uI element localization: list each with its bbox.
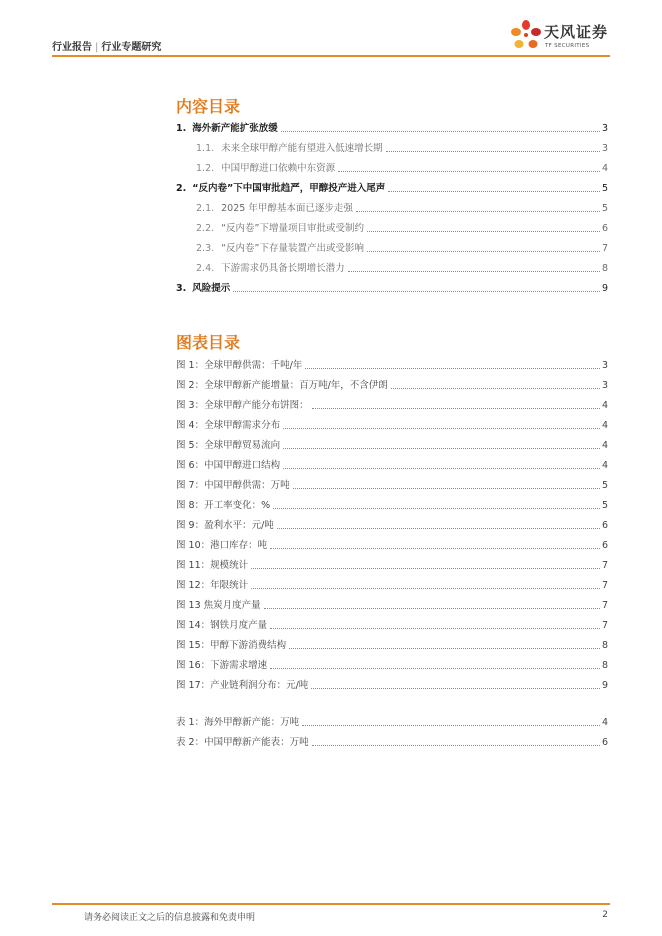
- figure-entry-label: 图 13 焦炭月度产量: [176, 600, 261, 611]
- toc-entry-number: 2.3.: [196, 243, 215, 254]
- leader-dots: [338, 171, 600, 172]
- table-entry[interactable]: [176, 735, 608, 749]
- toc-entry-page: 5: [601, 183, 608, 194]
- toc-entry-number: 2.2.: [196, 223, 215, 234]
- leader-dots: [273, 508, 600, 509]
- leader-dots: [348, 271, 600, 272]
- toc-entry-title: 下游需求仍具备长期增长潜力: [221, 263, 345, 274]
- figure-entry-page: 7: [601, 620, 608, 631]
- figure-entry-label: 图 2：全球甲醇新产能增量：百万吨/年，不含伊朗: [176, 380, 388, 391]
- figure-entry[interactable]: [176, 618, 608, 632]
- leader-dots: [386, 151, 600, 152]
- figure-entry[interactable]: [176, 558, 608, 572]
- toc-subentry[interactable]: [176, 241, 608, 255]
- leader-dots: [283, 448, 600, 449]
- leader-dots: [289, 648, 600, 649]
- toc-title: 内容目录: [176, 97, 241, 116]
- figure-entry[interactable]: [176, 518, 608, 532]
- figure-entry-label: 图 6：中国甲醇进口结构: [176, 460, 281, 471]
- toc-entry-title: “反内卷”下增量项目审批或受制约: [221, 223, 364, 234]
- breadcrumb-report-type: 行业报告: [52, 42, 92, 53]
- figure-entry[interactable]: [176, 658, 608, 672]
- toc-subentry[interactable]: [176, 221, 608, 235]
- leader-dots: [293, 488, 600, 489]
- figure-entry[interactable]: [176, 398, 608, 412]
- leader-dots: [251, 568, 600, 569]
- toc-entry-page: 6: [601, 223, 608, 234]
- table-entry[interactable]: [176, 715, 608, 729]
- toc-entry[interactable]: [176, 181, 608, 195]
- toc-entry-number: 2.4.: [196, 263, 215, 274]
- figure-entry-label: 图 16：下游需求增速: [176, 660, 268, 671]
- logo-english-text: TF SECURITIES: [545, 43, 590, 49]
- figure-entry-label: 图 5：全球甲醇贸易流向: [176, 440, 281, 451]
- figure-entry[interactable]: [176, 538, 608, 552]
- leader-dots: [367, 231, 600, 232]
- figure-entry-label: 图 9：盈利水平：元/吨: [176, 520, 274, 531]
- breadcrumb: [52, 38, 161, 53]
- toc-entry-page: 8: [601, 263, 608, 274]
- leader-dots: [270, 628, 600, 629]
- toc-entry[interactable]: [176, 121, 608, 135]
- figure-entry-page: 8: [601, 660, 608, 671]
- breadcrumb-separator: |: [95, 42, 99, 53]
- toc-subentry[interactable]: [176, 141, 608, 155]
- figure-entry-label: 图 15：甲醇下游消费结构: [176, 640, 287, 651]
- toc-subentry[interactable]: [176, 161, 608, 175]
- page-header: [52, 0, 610, 56]
- toc-entry-number: 2.1.: [196, 203, 215, 214]
- table-entry-label: 表 2：中国甲醇新产能表：万吨: [176, 737, 309, 748]
- figure-entry-label: 图 3：全球甲醇产能分布饼图：: [176, 400, 309, 411]
- figure-entry-page: 8: [601, 640, 608, 651]
- toc-subentry[interactable]: [176, 201, 608, 215]
- figure-entry-page: 5: [601, 480, 608, 491]
- leader-dots: [388, 191, 600, 192]
- leader-dots: [312, 745, 600, 746]
- figure-entry-page: 3: [601, 380, 608, 391]
- figure-entry[interactable]: [176, 638, 608, 652]
- figure-entry[interactable]: [176, 418, 608, 432]
- company-logo: [510, 19, 610, 53]
- table-entry-page: 6: [601, 737, 608, 748]
- toc-entry-number: 3.: [176, 283, 187, 294]
- figure-entry-label: 图 10：港口库存：吨: [176, 540, 268, 551]
- figure-entry-page: 6: [601, 540, 608, 551]
- leader-dots: [311, 688, 600, 689]
- page-number: 2: [602, 910, 608, 920]
- toc-entry-page: 9: [601, 283, 608, 294]
- figure-entry-label: 图 7：中国甲醇供需：万吨: [176, 480, 290, 491]
- figure-entry-page: 4: [601, 420, 608, 431]
- figure-entry-page: 4: [601, 400, 608, 411]
- figure-entry-label: 图 1：全球甲醇供需：千吨/年: [176, 360, 303, 371]
- figure-entry-label: 图 8：开工率变化：%: [176, 500, 271, 511]
- toc-entry-number: 1.: [176, 123, 187, 134]
- figure-entry[interactable]: [176, 378, 608, 392]
- toc-entry-page: 3: [601, 143, 608, 154]
- toc-entry[interactable]: [176, 281, 608, 295]
- figure-entry-page: 9: [601, 680, 608, 691]
- figure-entry-page: 4: [601, 460, 608, 471]
- leader-dots: [312, 408, 600, 409]
- leader-dots: [302, 725, 600, 726]
- leader-dots: [277, 528, 600, 529]
- toc-entry-title: “反内卷”下中国审批趋严，甲醇投产进入尾声: [192, 183, 386, 194]
- figure-entry-label: 图 14：钢铁月度产量: [176, 620, 268, 631]
- toc-entry-title: 风险提示: [192, 283, 231, 294]
- figure-entry-label: 图 12：年限统计: [176, 580, 249, 591]
- toc-entry-title: 海外新产能扩张放缓: [192, 123, 278, 134]
- figure-entry-page: 3: [601, 360, 608, 371]
- toc-entry-title: 中国甲醇进口依赖中东资源: [221, 163, 336, 174]
- figure-entry[interactable]: [176, 678, 608, 692]
- figure-entry[interactable]: [176, 498, 608, 512]
- flower-logo-icon: [510, 19, 542, 53]
- leader-dots: [264, 608, 600, 609]
- leader-dots: [283, 428, 600, 429]
- leader-dots: [305, 368, 600, 369]
- logo-chinese-text: 天风证券: [544, 23, 609, 41]
- figure-entry-label: 图 17：产业链利润分布：元/吨: [176, 680, 309, 691]
- figure-entry[interactable]: [176, 578, 608, 592]
- toc-entry-page: 5: [601, 203, 608, 214]
- figure-entry[interactable]: [176, 438, 608, 452]
- toc-entry-title: “反内卷”下存量装置产出或受影响: [221, 243, 364, 254]
- figure-entry-page: 4: [601, 440, 608, 451]
- figure-entry-label: 图 11：规模统计: [176, 560, 249, 571]
- leader-dots: [391, 388, 600, 389]
- table-entry-label: 表 1：海外甲醇新产能：万吨: [176, 717, 300, 728]
- toc-entry-number: 2.: [176, 183, 187, 194]
- figure-entry-page: 6: [601, 520, 608, 531]
- leader-dots: [356, 211, 600, 212]
- toc-entry-number: 1.2.: [196, 163, 215, 174]
- leader-dots: [270, 548, 600, 549]
- figure-entry-page: 7: [601, 560, 608, 571]
- table-entry-page: 4: [601, 717, 608, 728]
- toc-subentry[interactable]: [176, 261, 608, 275]
- leader-dots: [270, 668, 600, 669]
- footer-disclaimer: 请务必阅读正文之后的信息披露和免责申明: [84, 913, 256, 923]
- figure-entry-label: 图 4：全球甲醇需求分布: [176, 420, 281, 431]
- leader-dots: [367, 251, 600, 252]
- figure-entry[interactable]: [176, 358, 608, 372]
- leader-dots: [251, 588, 600, 589]
- figure-entry-page: 7: [601, 580, 608, 591]
- figure-entry[interactable]: [176, 598, 608, 612]
- breadcrumb-report-category: 行业专题研究: [101, 42, 162, 53]
- leader-dots: [283, 468, 600, 469]
- toc-entry-page: 7: [601, 243, 608, 254]
- toc-entry-page: 4: [601, 163, 608, 174]
- leader-dots: [281, 131, 600, 132]
- footer-divider: [52, 903, 610, 905]
- toc-entry-title: 2025 年甲醇基本面已逐步走强: [221, 203, 353, 214]
- toc-entry-page: 3: [601, 123, 608, 134]
- toc-entry-title: 未来全球甲醇产能有望进入低速增长期: [221, 143, 383, 154]
- figure-entry[interactable]: [176, 458, 608, 472]
- header-divider: [52, 55, 610, 57]
- figure-entry[interactable]: [176, 478, 608, 492]
- figure-list-title: 图表目录: [176, 333, 241, 352]
- figure-entry-page: 5: [601, 500, 608, 511]
- toc-entry-number: 1.1.: [196, 143, 215, 154]
- figure-entry-page: 7: [601, 600, 608, 611]
- leader-dots: [233, 291, 600, 292]
